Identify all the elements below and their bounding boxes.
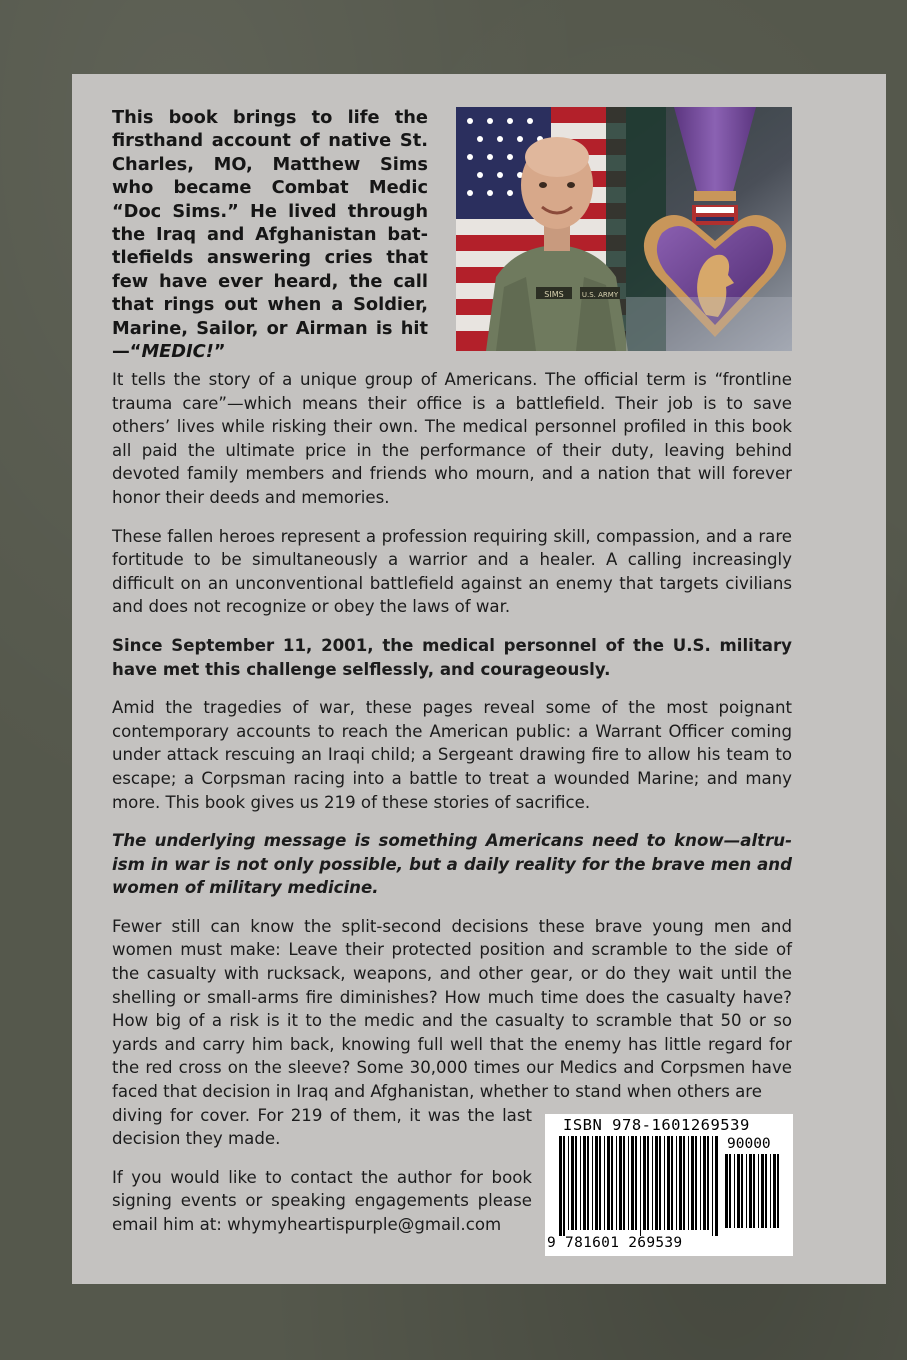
barcode-bar xyxy=(664,1136,665,1230)
barcode-bar xyxy=(599,1136,601,1230)
barcode-bar xyxy=(667,1136,670,1230)
barcode-bar xyxy=(703,1136,706,1230)
barcode-bar xyxy=(571,1136,574,1230)
barcode-bar xyxy=(753,1154,755,1228)
barcode-bar xyxy=(623,1136,625,1230)
barcode-bar xyxy=(580,1136,581,1230)
intro-close-quote: ” xyxy=(213,341,226,363)
paragraph-4: Amid the tragedies of war, these pages reveal some of the most poignant contemporary accounts to reach the American public: a Warrant Officer coming under attack rescuing an Iraqi child; a Sergeant drawing fire to allow his team to escape; a Corpsman racing into a battle to treat a wounded Marine; and many more. This book gives us 219 of these stories of sacrifice. xyxy=(112,698,792,812)
barcode-bar xyxy=(683,1136,685,1230)
barcode-bar xyxy=(758,1154,759,1228)
barcode-bar xyxy=(741,1154,743,1228)
barcode-bar xyxy=(595,1136,598,1230)
barcode-bar xyxy=(773,1154,776,1228)
isbn-barcode xyxy=(545,1114,793,1256)
barcode-bar xyxy=(647,1136,649,1230)
barcode-bar xyxy=(563,1136,565,1236)
barcode-bar xyxy=(643,1136,646,1230)
barcode-bar xyxy=(628,1136,629,1230)
barcode-bar xyxy=(734,1154,735,1228)
barcode-bar xyxy=(559,1136,562,1236)
barcode-bar xyxy=(568,1136,569,1230)
isbn-label: ISBN 978-1601269539 xyxy=(563,1116,750,1134)
barcode-bar xyxy=(659,1136,661,1230)
barcode-bar xyxy=(635,1136,637,1230)
barcode-bar xyxy=(640,1136,641,1236)
paragraph-6-continued: diving for cover. For 219 of them, it was the last decision they made. xyxy=(112,1105,532,1149)
ean-digits: 9 781601 269539 xyxy=(547,1235,683,1251)
medic-exclamation: MEDIC! xyxy=(141,341,214,363)
paragraph-6: Fewer still can know the split-second decisions these brave young men and women must make: Leave their protected position and scramble to the side of the casualty with rucksack, weapons, and other gear, or do they wait until the shelling or small-arms fire diminishes? How much time does the casualty have? How big of a risk is it to the medic and the casualty to scramble that 50 or so yards and carry him back, knowing full well that the enemy has little regard for the red cross on the sleeve? Some 30,000 times our Medics and Corpsmen have faced that decision in Iraq and Afghanistan, whether to stand when others are xyxy=(112,916,792,1102)
barcode-bar xyxy=(688,1136,689,1230)
barcode-bar xyxy=(729,1154,731,1228)
barcode-bar xyxy=(737,1154,740,1228)
barcode-bar xyxy=(777,1154,779,1228)
barcode-bar xyxy=(575,1136,577,1230)
barcode-bar xyxy=(712,1136,713,1236)
back-cover-panel xyxy=(72,74,886,1284)
service-tape-label: U.S. ARMY xyxy=(581,291,619,299)
paragraph-3: Since September 11, 2001, the medical personnel of the U.S. military have met this challenge selflessly, and courageously. xyxy=(112,635,792,679)
barcode-bar xyxy=(679,1136,682,1230)
barcode-bar xyxy=(695,1136,697,1230)
barcode-bar xyxy=(583,1136,586,1230)
barcode-bar xyxy=(619,1136,622,1230)
price-addon-bars xyxy=(725,1154,783,1234)
paragraph-5: The underlying message is something Americans need to know—altruism in war is not only possible, but a daily reality for the brave men and women of military medicine. xyxy=(112,831,792,898)
ean-barcode-bars xyxy=(559,1136,719,1236)
barcode-bar xyxy=(715,1136,718,1236)
barcode-bar xyxy=(631,1136,634,1230)
intro-text: This book brings to life the firsthand account of native St. Charles, MO, Matthew Sims who became Combat Medic “Doc Sims.” He lived through the Iraq and Afghanistan battlefields answering cries that few have ever heard, the call that rings out when a Soldier, Marine, Sailor, or Airman is hit—“ xyxy=(112,107,428,363)
barcode-bar xyxy=(746,1154,747,1228)
barcode-bar xyxy=(676,1136,677,1230)
barcode-bar xyxy=(604,1136,605,1230)
barcode-bar xyxy=(707,1136,709,1230)
barcode-bar xyxy=(749,1154,752,1228)
barcode-bar xyxy=(671,1136,673,1230)
barcode-bar xyxy=(611,1136,613,1230)
barcode-bar xyxy=(761,1154,764,1228)
barcode-bar xyxy=(616,1136,617,1230)
paragraph-1: It tells the story of a unique group of Americans. The official term is “frontline trauma care”—which means their office is a battlefield. Their job is to save others’ lives while risking their own. The medical personnel profiled in this book all paid the ultimate price in the performance of their duty, leaving behind devoted family members and friends who mourn, and a nation that will forever honor their deeds and memories. xyxy=(112,370,792,507)
barcode-bar xyxy=(770,1154,771,1228)
barcode-bar xyxy=(765,1154,767,1228)
price-code-label: 90000 xyxy=(727,1136,771,1152)
barcode-bar xyxy=(592,1136,593,1230)
intro-paragraph xyxy=(112,106,428,363)
photo-illustration xyxy=(456,107,792,351)
barcode-bar xyxy=(607,1136,610,1230)
barcode-bar xyxy=(587,1136,589,1230)
barcode-bar xyxy=(691,1136,694,1230)
barcode-bar xyxy=(725,1154,728,1228)
barcode-bar xyxy=(700,1136,701,1230)
contact-paragraph: If you would like to contact the author for book signing events or speaking engagements please email him at: whymyheartispurple@gmail.com xyxy=(112,1167,532,1234)
barcode-bar xyxy=(655,1136,658,1230)
author-photo-with-purple-heart xyxy=(456,107,792,351)
barcode-bar xyxy=(652,1136,653,1230)
name-tape-label: SIMS xyxy=(544,290,564,299)
paragraph-2: These fallen heroes represent a profession requiring skill, compassion, and a rare fortitude to be simultaneously a warrior and a healer. A calling increasingly difficult on an unconventional battlefield against an enemy that targets civilians and does not recognize or obey the laws of war. xyxy=(112,526,792,617)
